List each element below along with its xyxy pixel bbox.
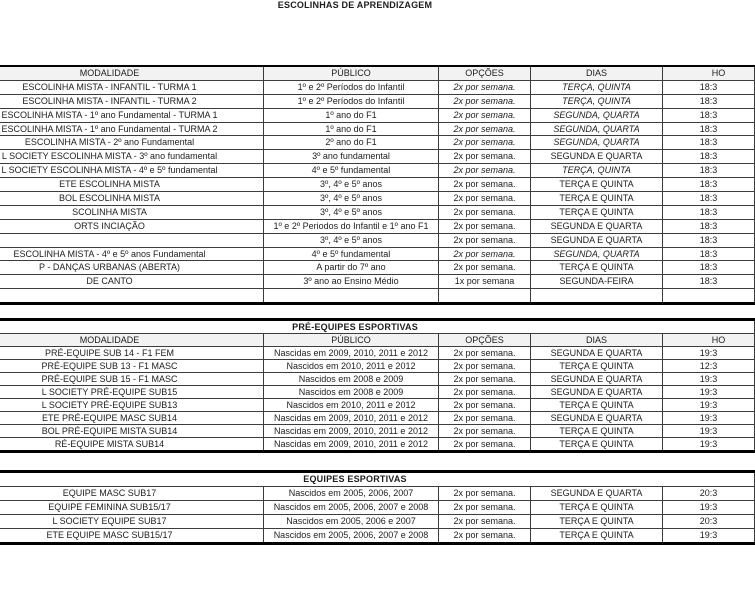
col-header-dias: DIAS [531, 66, 663, 80]
table-row [0, 136, 755, 150]
col-header-horario: HO [663, 66, 755, 80]
cell-dias: TERÇA E QUINTA [531, 438, 663, 452]
cell-dias: TERÇA E QUINTA [531, 515, 663, 529]
table-row [0, 289, 755, 304]
cell-dias: SEGUNDA, QUARTA [531, 108, 663, 122]
cell-publico: 3º, 4º e 5º anos [264, 192, 439, 206]
cell-dias: SEGUNDA, QUARTA [531, 122, 663, 136]
table2-title: PRÉ-EQUIPES ESPORTIVAS [0, 320, 755, 334]
cell-opcoes: 2x por semana. [439, 178, 531, 192]
cell-opcoes: 2x por semana. [439, 219, 531, 233]
table-row [0, 247, 755, 261]
table-row [0, 425, 755, 438]
cell-opcoes: 2x por semana. [439, 80, 531, 94]
cell-modalidade: ORTS INCIAÇÃO [0, 219, 264, 233]
cell-dias: TERÇA E QUINTA [531, 192, 663, 206]
cell-publico: 4º e 5º fundamental [264, 164, 439, 178]
cell-horario: 18:3 [663, 205, 755, 219]
cell-modalidade: BOL PRÉ-EQUIPE MISTA SUB14 [0, 425, 264, 438]
cell-dias: SEGUNDA E QUARTA [531, 233, 663, 247]
cell-modalidade: EQUIPE FEMININA SUB15/17 [0, 501, 264, 515]
cell-opcoes: 2x por semana. [439, 386, 531, 399]
cell-opcoes: 2x por semana. [439, 501, 531, 515]
cell-dias: TERÇA E QUINTA [531, 529, 663, 544]
cell-dias: TERÇA E QUINTA [531, 261, 663, 275]
table-row [0, 487, 755, 501]
cell-publico: 3º, 4º e 5º anos [264, 178, 439, 192]
table-row [0, 438, 755, 452]
cell-modalidade: ETE PRÉ-EQUIPE MASC SUB14 [0, 412, 264, 425]
table-row [0, 219, 755, 233]
table3-title: EQUIPES ESPORTIVAS [0, 472, 755, 487]
cell-horario: 19:3 [663, 373, 755, 386]
cell-dias: SEGUNDA E QUARTA [531, 150, 663, 164]
cell-opcoes: 2x por semana. [439, 205, 531, 219]
cell-opcoes: 2x por semana. [439, 261, 531, 275]
header-row [0, 334, 755, 347]
cell-dias: SEGUNDA E QUARTA [531, 219, 663, 233]
cell-publico: Nascidos em 2010, 2011 e 2012 [264, 399, 439, 412]
header-row [0, 66, 755, 80]
cell-dias: TERÇA E QUINTA [531, 425, 663, 438]
cell-dias [531, 289, 663, 304]
table1-title: ESCOLINHAS DE APRENDIZAGEM [277, 0, 433, 10]
cell-publico: 3º ano fundamental [264, 150, 439, 164]
cell-dias: TERÇA E QUINTA [531, 501, 663, 515]
cell-publico: 3º, 4º e 5º anos [264, 205, 439, 219]
table-row [0, 80, 755, 94]
cell-horario [663, 289, 755, 304]
cell-horario: 18:3 [663, 136, 755, 150]
cell-modalidade: PRÉ-EQUIPE SUB 14 - F1 FEM [0, 347, 264, 360]
cell-opcoes: 2x por semana. [439, 192, 531, 206]
cell-modalidade: ESCOLINHA MISTA - INFANTIL - TURMA 1 [0, 80, 264, 94]
cell-opcoes: 2x por semana. [439, 425, 531, 438]
cell-opcoes: 2x por semana. [439, 529, 531, 544]
cell-opcoes: 2x por semana. [439, 347, 531, 360]
cell-horario: 19:3 [663, 399, 755, 412]
cell-horario: 18:3 [663, 122, 755, 136]
table-row [0, 164, 755, 178]
cell-modalidade: ESCOLINHA MISTA - 2º ano Fundamental [0, 136, 264, 150]
cell-modalidade: L SOCIETY PRÉ-EQUIPE SUB15 [0, 386, 264, 399]
table2-title-row [0, 320, 755, 334]
col-header-modalidade: MODALIDADE [0, 334, 264, 347]
cell-publico: Nascidas em 2009, 2010, 2011 e 2012 [264, 412, 439, 425]
table-pre-equipes-esportivas [0, 318, 755, 453]
cell-horario: 18:3 [663, 178, 755, 192]
cell-publico: Nascidos em 2005, 2006, 2007 [264, 487, 439, 501]
cell-publico: Nascidos em 2008 e 2009 [264, 373, 439, 386]
cell-opcoes: 2x por semana. [439, 373, 531, 386]
cell-publico: 1º ano do F1 [264, 122, 439, 136]
table-row [0, 205, 755, 219]
cell-modalidade: ESCOLINHA MISTA - 4º e 5º anos Fundamental [0, 247, 264, 261]
cell-dias: SEGUNDA E QUARTA [531, 386, 663, 399]
cell-modalidade [0, 233, 264, 247]
cell-dias: SEGUNDA E QUARTA [531, 347, 663, 360]
cell-horario: 19:3 [663, 425, 755, 438]
cell-dias: SEGUNDA, QUARTA [531, 247, 663, 261]
cell-opcoes: 2x por semana. [439, 438, 531, 452]
cell-publico: Nascidas em 2009, 2010, 2011 e 2012 [264, 438, 439, 452]
cell-opcoes: 2x por semana. [439, 412, 531, 425]
cell-opcoes: 2x por semana. [439, 399, 531, 412]
cell-modalidade: L SOCIETY PRÉ-EQUIPE SUB13 [0, 399, 264, 412]
cell-modalidade: SCOLINHA MISTA [0, 205, 264, 219]
cell-publico: 3º ano ao Ensino Médio [264, 275, 439, 289]
table-row [0, 192, 755, 206]
table-row [0, 360, 755, 373]
cell-dias: TERÇA E QUINTA [531, 178, 663, 192]
cell-modalidade: EQUIPE MASC SUB17 [0, 487, 264, 501]
cell-horario: 12:3 [663, 360, 755, 373]
cell-opcoes: 2x por semana. [439, 515, 531, 529]
cell-horario: 19:3 [663, 412, 755, 425]
cell-horario: 20:3 [663, 487, 755, 501]
col-header-modalidade: MODALIDADE [0, 66, 264, 80]
cell-modalidade: ESCOLINHA MISTA - 1º ano Fundamental - TURMA 2 [0, 122, 264, 136]
table-row [0, 412, 755, 425]
cell-horario: 18:3 [663, 94, 755, 108]
cell-opcoes: 2x por semana. [439, 150, 531, 164]
cell-modalidade: PRÉ-EQUIPE SUB 15 - F1 MASC [0, 373, 264, 386]
cell-publico [264, 289, 439, 304]
cell-horario: 20:3 [663, 515, 755, 529]
cell-horario: 19:3 [663, 438, 755, 452]
table-row [0, 94, 755, 108]
cell-dias: TERÇA, QUINTA [531, 164, 663, 178]
cell-horario: 18:3 [663, 108, 755, 122]
table-row [0, 233, 755, 247]
cell-modalidade: BOL ESCOLINHA MISTA [0, 192, 264, 206]
cell-dias: SEGUNDA E QUARTA [531, 412, 663, 425]
cell-publico: A partir do 7º ano [264, 261, 439, 275]
cell-horario: 19:3 [663, 529, 755, 544]
col-header-publico: PÚBLICO [264, 334, 439, 347]
cell-dias: TERÇA E QUINTA [531, 360, 663, 373]
table-row [0, 347, 755, 360]
cell-horario: 19:3 [663, 501, 755, 515]
cell-horario: 19:3 [663, 347, 755, 360]
table-row [0, 150, 755, 164]
cell-publico: Nascidos em 2005, 2006, 2007 e 2008 [264, 529, 439, 544]
cell-opcoes: 2x por semana. [439, 136, 531, 150]
cell-modalidade: L SOCIETY ESCOLINHA MISTA - 3º ano fundamental [0, 150, 264, 164]
cell-dias: SEGUNDA E QUARTA [531, 487, 663, 501]
cell-horario: 18:3 [663, 80, 755, 94]
cell-publico: 1º e 2º Períodos do Infantil [264, 80, 439, 94]
cell-opcoes: 2x por semana. [439, 487, 531, 501]
col-header-publico: PÚBLICO [264, 66, 439, 80]
cell-dias: TERÇA E QUINTA [531, 399, 663, 412]
table-row [0, 178, 755, 192]
cell-modalidade: ESCOLINHA MISTA - 1º ano Fundamental - TURMA 1 [0, 108, 264, 122]
table-row [0, 529, 755, 544]
cell-modalidade: L SOCIETY EQUIPE SUB17 [0, 515, 264, 529]
cell-opcoes: 2x por semana. [439, 122, 531, 136]
cell-opcoes: 2x por semana. [439, 108, 531, 122]
cell-opcoes: 2x por semana. [439, 247, 531, 261]
cell-modalidade: RÉ-EQUIPE MISTA SUB14 [0, 438, 264, 452]
cell-modalidade: PRÉ-EQUIPE SUB 13 - F1 MASC [0, 360, 264, 373]
cell-modalidade [0, 289, 264, 304]
cell-opcoes [439, 289, 531, 304]
table-row [0, 515, 755, 529]
cell-modalidade: DE CANTO [0, 275, 264, 289]
cell-horario: 18:3 [663, 219, 755, 233]
cell-dias: SEGUNDA, QUARTA [531, 136, 663, 150]
table-row [0, 501, 755, 515]
cell-publico: Nascidas em 2009, 2010, 2011 e 2012 [264, 425, 439, 438]
table-escolinhas-aprendizagem [0, 65, 755, 305]
table-equipes-esportivas [0, 470, 755, 545]
col-header-opcoes: OPÇÕES [439, 66, 531, 80]
cell-dias: SEGUNDA-FEIRA [531, 275, 663, 289]
cell-publico: Nascidos em 2008 e 2009 [264, 386, 439, 399]
cell-publico: Nascidos em 2005, 2006 e 2007 [264, 515, 439, 529]
cell-opcoes: 2x por semana. [439, 164, 531, 178]
cell-horario: 18:3 [663, 164, 755, 178]
cell-opcoes: 2x por semana. [439, 233, 531, 247]
cell-dias: SEGUNDA E QUARTA [531, 373, 663, 386]
table-row [0, 373, 755, 386]
cell-dias: TERÇA, QUINTA [531, 94, 663, 108]
cell-modalidade: L SOCIETY ESCOLINHA MISTA - 4º e 5º fundamental [0, 164, 264, 178]
cell-dias: TERÇA E QUINTA [531, 205, 663, 219]
cell-opcoes: 2x por semana. [439, 360, 531, 373]
cell-horario: 18:3 [663, 150, 755, 164]
cell-horario: 18:3 [663, 275, 755, 289]
cell-horario: 18:3 [663, 233, 755, 247]
cell-publico: 4º e 5º fundamental [264, 247, 439, 261]
cell-horario: 18:3 [663, 247, 755, 261]
cell-publico: 1º e 2º Períodos do Infantil [264, 94, 439, 108]
table-row [0, 261, 755, 275]
cell-modalidade: P - DANÇAS URBANAS (ABERTA) [0, 261, 264, 275]
cell-modalidade: ESCOLINHA MISTA - INFANTIL - TURMA 2 [0, 94, 264, 108]
cell-horario: 18:3 [663, 192, 755, 206]
cell-horario: 18:3 [663, 261, 755, 275]
table-row [0, 399, 755, 412]
cell-publico: 1º e 2º Periodos do Infantil e 1º ano F1 [264, 219, 439, 233]
table-row [0, 275, 755, 289]
cell-dias: TERÇA, QUINTA [531, 80, 663, 94]
cell-publico: Nascidos em 2005, 2006, 2007 e 2008 [264, 501, 439, 515]
table-row [0, 122, 755, 136]
col-header-opcoes: OPÇÕES [439, 334, 531, 347]
cell-publico: 3º, 4º e 5º anos [264, 233, 439, 247]
cell-publico: Nascidas em 2009, 2010, 2011 e 2012 [264, 347, 439, 360]
cell-modalidade: ETE ESCOLINHA MISTA [0, 178, 264, 192]
cell-publico: 1º ano do F1 [264, 108, 439, 122]
col-header-dias: DIAS [531, 334, 663, 347]
cell-modalidade: ETE EQUIPE MASC SUB15/17 [0, 529, 264, 544]
table-row [0, 108, 755, 122]
table3-title-row [0, 472, 755, 487]
cell-opcoes: 2x por semana. [439, 94, 531, 108]
cell-publico: 2º ano do F1 [264, 136, 439, 150]
cell-horario: 19:3 [663, 386, 755, 399]
cell-publico: Nascidos em 2010, 2011 e 2012 [264, 360, 439, 373]
col-header-horario: HO [663, 334, 755, 347]
table-row [0, 386, 755, 399]
cell-opcoes: 1x por semana [439, 275, 531, 289]
